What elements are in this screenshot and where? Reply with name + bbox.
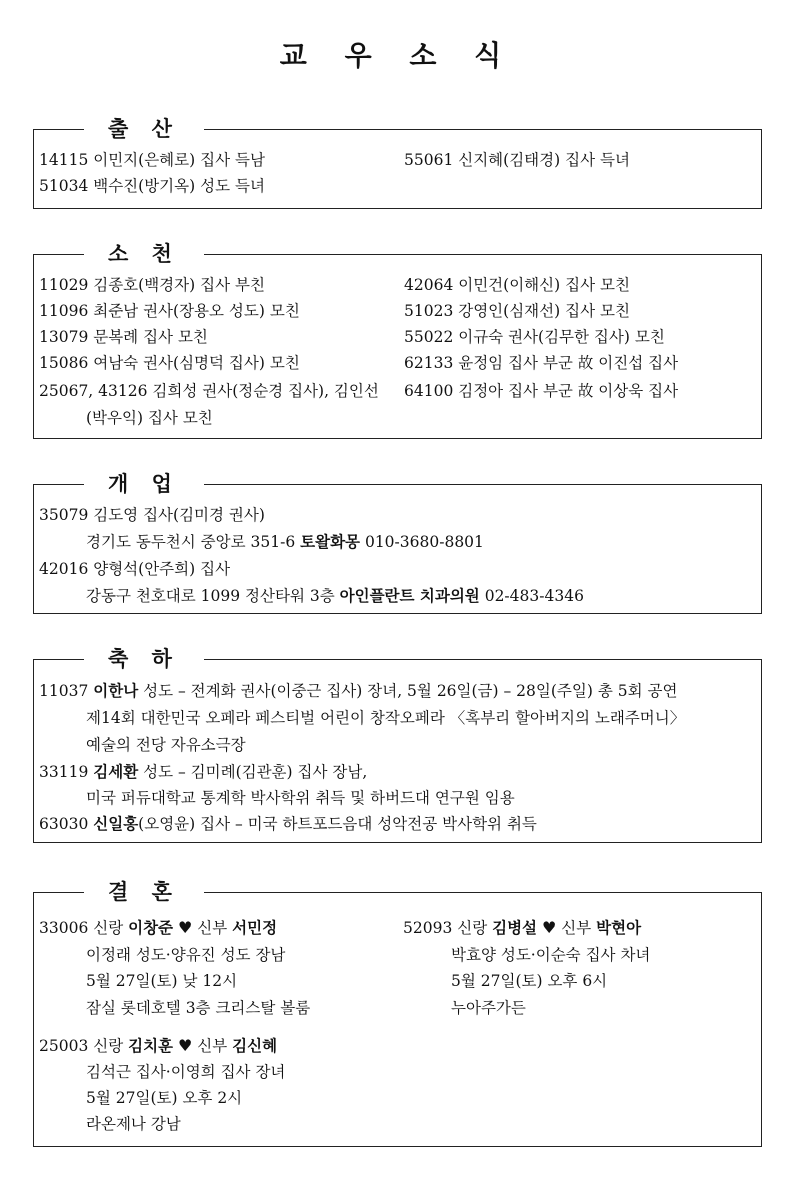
wedding-couple: 33006 신랑 이창준 ♥ 신부 서민정 — [39, 918, 278, 937]
section-heading-birth: 출 산 — [84, 114, 204, 144]
wedding-date: 5월 27일(토) 오후 2시 — [86, 1089, 243, 1107]
section-birth — [33, 116, 762, 209]
wedding-parents: 박효양 성도·이순숙 집사 차녀 — [451, 946, 651, 964]
wedding-place: 잠실 롯데호텔 3층 크리스탈 볼룸 — [86, 999, 311, 1017]
business-name: 토왈화몽 — [300, 532, 361, 551]
wedding-place: 누아주가든 — [451, 999, 526, 1017]
wedding-parents: 이정래 성도·양유진 성도 장남 — [86, 946, 286, 964]
condolence-entry: 25067, 43126 김희성 권사(정순경 집사), 김인선 — [39, 382, 379, 400]
bride-name: 서민정 — [232, 918, 278, 937]
person-name: 이한나 — [93, 681, 139, 700]
condolence-entry: 11029 김종호(백경자) 집사 부친 — [39, 276, 265, 294]
section-heading-opening: 개 업 — [84, 469, 204, 499]
condolence-entry: 51023 강영인(심재선) 집사 모친 — [404, 302, 630, 320]
heart-icon: ♥ — [177, 1036, 193, 1055]
birth-entry: 55061 신지혜(김태경) 집사 득녀 — [404, 151, 630, 169]
heart-icon: ♥ — [541, 918, 557, 937]
groom-name: 김병설 — [492, 918, 538, 937]
condolence-entry-cont: (박우익) 집사 모친 — [86, 409, 213, 427]
wedding-date: 5월 27일(토) 낮 12시 — [86, 972, 238, 990]
page-title: 교 우 소 식 — [279, 39, 516, 72]
bride-name: 김신혜 — [232, 1036, 278, 1055]
condolence-entry: 15086 여남숙 권사(심명덕 집사) 모친 — [39, 354, 300, 372]
heart-icon: ♥ — [177, 918, 193, 937]
congrats-entry: 33119 김세환 성도 – 김미례(김관훈) 집사 장남, — [39, 762, 368, 781]
section-condolence — [33, 241, 762, 439]
condolence-entry: 62133 윤정임 집사 부군 故 이진섭 집사 — [404, 354, 679, 372]
section-wedding — [33, 879, 762, 1147]
section-opening — [33, 471, 762, 614]
condolence-entry: 55022 이규숙 권사(김무한 집사) 모친 — [404, 328, 665, 346]
bride-name: 박현아 — [596, 918, 642, 937]
congrats-detail: 제14회 대한민국 오페라 페스티벌 어린이 창작오페라 〈혹부리 할아버지의 노래주머니〉 — [86, 709, 686, 727]
congrats-entry: 63030 신일홍(오영윤) 집사 – 미국 하트포드음대 성악전공 박사학위 취득 — [39, 814, 537, 833]
wedding-date: 5월 27일(토) 오후 6시 — [451, 972, 608, 990]
section-heading-congrats: 축 하 — [84, 644, 204, 674]
person-name: 김세환 — [93, 762, 139, 781]
section-heading-condolence: 소 천 — [84, 239, 204, 269]
congrats-entry: 11037 이한나 성도 – 전계화 권사(이중근 집사) 장녀, 5월 26일(금) – 28일(주일) 총 5회 공연 — [39, 681, 678, 700]
congrats-detail: 미국 퍼듀대학교 통계학 박사학위 취득 및 하버드대 연구원 임용 — [86, 789, 515, 807]
person-name: 신일홍 — [93, 814, 139, 833]
wedding-place: 라온제나 강남 — [86, 1115, 181, 1133]
congrats-detail: 예술의 전당 자유소극장 — [86, 736, 246, 754]
condolence-entry: 42064 이민건(이해신) 집사 모친 — [404, 276, 630, 294]
opening-entry: 42016 양형석(안주희) 집사 — [39, 560, 231, 578]
condolence-entry: 11096 최준남 권사(장용오 성도) 모친 — [39, 302, 300, 320]
birth-entry: 14115 이민지(은혜로) 집사 득남 — [39, 151, 265, 169]
wedding-parents: 김석근 집사·이영희 집사 장녀 — [86, 1063, 286, 1081]
condolence-entry: 13079 문복례 집사 모친 — [39, 328, 208, 346]
business-name: 아인플란트 치과의원 — [339, 586, 480, 605]
opening-address: 강동구 천호대로 1099 정산타워 3층 아인플란트 치과의원 02-483-4346 — [86, 586, 584, 605]
wedding-couple: 52093 신랑 김병설 ♥ 신부 박현아 — [403, 918, 642, 937]
section-heading-wedding: 결 혼 — [84, 877, 204, 907]
opening-entry: 35079 김도영 집사(김미경 권사) — [39, 506, 265, 524]
groom-name: 이창준 — [128, 918, 174, 937]
groom-name: 김치훈 — [128, 1036, 174, 1055]
wedding-couple: 25003 신랑 김치훈 ♥ 신부 김신혜 — [39, 1036, 278, 1055]
opening-address: 경기도 동두천시 중앙로 351-6 토왈화몽 010-3680-8801 — [86, 532, 484, 551]
section-congrats — [33, 646, 762, 843]
condolence-entry: 64100 김정아 집사 부군 故 이상욱 집사 — [404, 382, 679, 400]
birth-entry: 51034 백수진(방기옥) 성도 득녀 — [39, 177, 265, 195]
